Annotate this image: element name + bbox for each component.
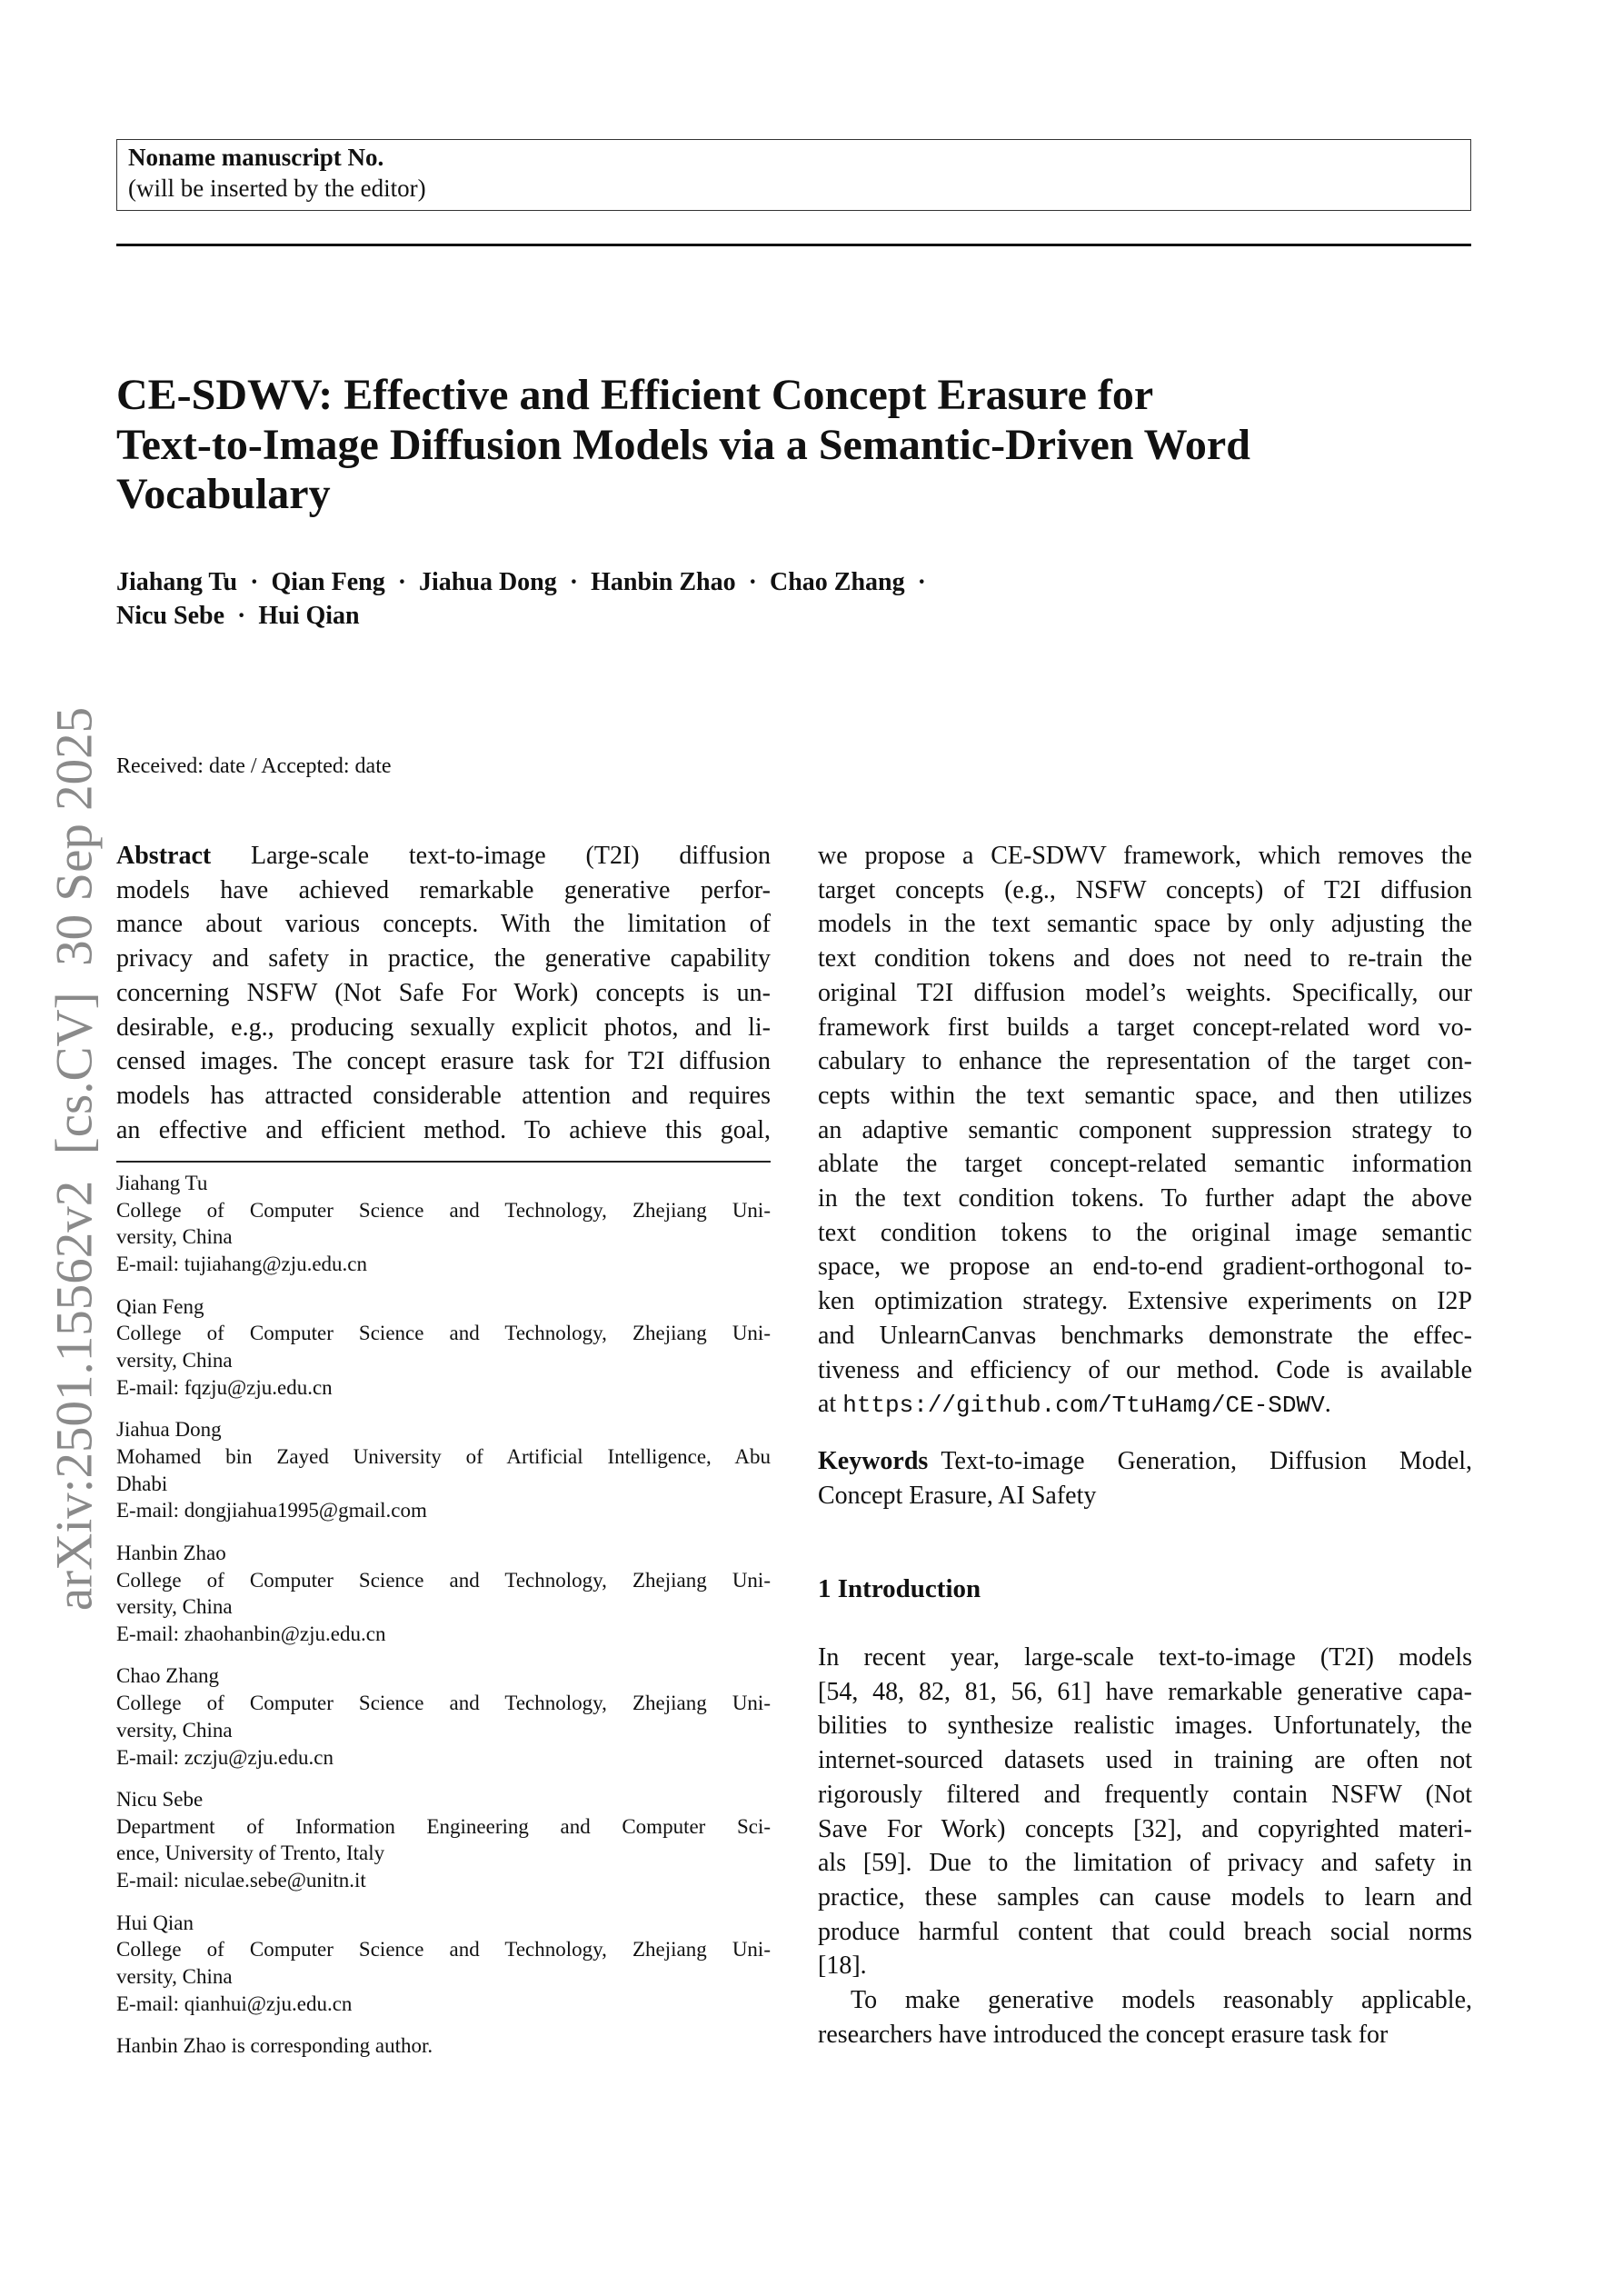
received-date: Received: date / Accepted: date: [116, 754, 392, 778]
abstract-line: cepts within the text semantic space, and then utilizes: [818, 1081, 1472, 1110]
affiliation-email: E-mail: niculae.sebe@unitn.it: [116, 1869, 366, 1892]
author-separator: ·: [397, 568, 407, 596]
abstract-text: at: [818, 1390, 837, 1419]
abstract-line: mance about various concepts. With the limitation of: [116, 910, 771, 939]
abstract-line: privacy and safety in practice, the generative capability: [116, 944, 771, 973]
intro-line: [54, 48, 82, 81, 56, 61] have remarkable generative capa-: [818, 1677, 1472, 1706]
abstract-line: framework first builds a target concept-related word vo-: [818, 1013, 1472, 1042]
paper-title: [116, 371, 1479, 520]
author-name: Hui Qian: [258, 602, 360, 630]
keywords-line: Concept Erasure, AI Safety: [818, 1481, 1097, 1510]
abstract-line: text condition tokens to the original image semantic: [818, 1218, 1472, 1247]
author-list: [116, 565, 939, 633]
affiliation-email: E-mail: zhaohanbin@zju.edu.cn: [116, 1622, 386, 1645]
intro-line: als [59]. Due to the limitation of privacy and safety in: [818, 1849, 1472, 1878]
keywords-line: [818, 1444, 1472, 1479]
author-name: Qian Feng: [271, 568, 385, 596]
affiliation-line: Mohamed bin Zayed University of Artificial Intelligence, Abu: [116, 1444, 771, 1468]
section-heading-introduction: 1 Introduction: [818, 1574, 981, 1603]
keywords-text: Text-to-image Generation, Diffusion Model,: [941, 1447, 1472, 1475]
author-name: Hanbin Zhao: [591, 568, 736, 596]
affiliation-line: versity, China: [116, 1349, 233, 1372]
affiliation-email: E-mail: zczju@zju.edu.cn: [116, 1745, 334, 1769]
abstract-line: [818, 1387, 1472, 1423]
affiliation-name: Hanbin Zhao: [116, 1541, 226, 1564]
manuscript-label: Noname manuscript No.: [128, 144, 384, 171]
abstract-line: ablate the target concept-related semantic information: [818, 1150, 1472, 1179]
intro-line: internet-sourced datasets used in training are often not: [818, 1746, 1472, 1775]
abstract-line: cabulary to enhance the representation of the target con-: [818, 1047, 1472, 1076]
affiliation-line: Dhabi: [116, 1472, 168, 1495]
author-separator: ·: [569, 568, 579, 596]
affiliation-line: versity, China: [116, 1718, 233, 1742]
affiliation-name: Chao Zhang: [116, 1664, 220, 1688]
title-line: CE-SDWV: Effective and Efficient Concept Erasure for: [116, 371, 1154, 419]
affiliation-line: College of Computer Science and Technology, Zhejiang Uni-: [116, 1198, 771, 1222]
affiliation-name: Hui Qian: [116, 1911, 194, 1934]
abstract-line: models in the text semantic space by only adjusting the: [818, 910, 1472, 939]
author-name: Chao Zhang: [769, 568, 905, 596]
affiliation-email: E-mail: dongjiahua1995@gmail.com: [116, 1499, 427, 1522]
affiliation-line: Department of Information Engineering and Computer Sci-: [116, 1814, 771, 1838]
abstract-line: text condition tokens and does not need to re-train the: [818, 944, 1472, 973]
affiliation-line: College of Computer Science and Technology, Zhejiang Uni-: [116, 1692, 771, 1715]
affiliation-name: Jiahang Tu: [116, 1172, 208, 1194]
abstract-line: tiveness and efficiency of our method. Code is available: [818, 1355, 1472, 1384]
affiliation-name: Jiahua Dong: [116, 1418, 222, 1442]
abstract-line: in the text condition tokens. To further adapt the above: [818, 1184, 1472, 1213]
abstract-line: models has attracted considerable attention and requires: [116, 1081, 771, 1110]
abstract-line: and UnlearnCanvas benchmarks demonstrate the effec-: [818, 1321, 1472, 1350]
author-name: Nicu Sebe: [116, 602, 224, 630]
title-line: Text-to-Image Diffusion Models via a Semantic-Driven Word: [116, 420, 1250, 469]
abstract-label: Abstract: [116, 842, 212, 870]
abstract-line: concerning NSFW (Not Safe For Work) concepts is un-: [116, 978, 771, 1007]
affiliation-email: E-mail: tujiahang@zju.edu.cn: [116, 1253, 368, 1276]
abstract-line: space, we propose an end-to-end gradient-orthogonal to-: [818, 1253, 1472, 1282]
intro-line: In recent year, large-scale text-to-image (T2I) models: [818, 1643, 1472, 1672]
affiliation-line: versity, China: [116, 1965, 233, 1988]
affiliation-name: Qian Feng: [116, 1294, 204, 1318]
editor-note: (will be inserted by the editor): [128, 175, 426, 202]
author-separator: ·: [237, 602, 246, 630]
abstract-line: an adaptive semantic component suppression strategy to: [818, 1115, 1472, 1144]
header-rule: [116, 244, 1471, 246]
abstract-line: original T2I diffusion model’s weights. Specifically, our: [818, 978, 1472, 1007]
manuscript-header-box: [116, 139, 1471, 211]
affiliation-email: E-mail: qianhui@zju.edu.cn: [116, 1992, 353, 2015]
abstract-text: Large-scale text-to-image (T2I) diffusion: [251, 842, 772, 870]
abstract-line: censed images. The concept erasure task for T2I diffusion: [116, 1047, 771, 1076]
intro-line: rigorously filtered and frequently contain NSFW (Not: [818, 1780, 1472, 1809]
abstract-line: target concepts (e.g., NSFW concepts) of T2I diffusion: [818, 875, 1472, 904]
intro-line: practice, these samples can cause models to learn and: [818, 1882, 1472, 1912]
abstract-line: models have achieved remarkable generative perfor-: [116, 875, 771, 904]
author-row: [116, 599, 939, 633]
abstract-line: we propose a CE-SDWV framework, which removes the: [818, 842, 1472, 870]
affiliation-line: College of Computer Science and Technology, Zhejiang Uni-: [116, 1938, 771, 1962]
affiliation-email: E-mail: fqzju@zju.edu.cn: [116, 1375, 333, 1399]
arxiv-stamp: arXiv:2501.15562v2 [cs.CV] 30 Sep 2025: [45, 706, 104, 1612]
affiliation-line: versity, China: [116, 1595, 233, 1619]
title-line: Vocabulary: [116, 470, 331, 518]
author-separator: ·: [748, 568, 757, 596]
keywords-label: Keywords: [818, 1447, 929, 1475]
intro-line: To make generative models reasonably applicable,: [851, 1986, 1472, 2014]
abstract-line: [116, 839, 771, 873]
intro-line: researchers have introduced the concept erasure task for: [818, 2020, 1389, 2049]
footnote-rule: [116, 1161, 771, 1163]
corresponding-author-note: Hanbin Zhao is corresponding author.: [116, 2034, 433, 2058]
affiliation-line: versity, China: [116, 1225, 233, 1249]
affiliation-line: College of Computer Science and Technology, Zhejiang Uni-: [116, 1568, 771, 1592]
author-separator: ·: [917, 568, 926, 596]
abstract-line: desirable, e.g., producing sexually explicit photos, and li-: [116, 1013, 771, 1042]
code-url-link[interactable]: https://github.com/TtuHamg/CE-SDWV: [842, 1392, 1325, 1420]
author-name: Jiahang Tu: [116, 568, 238, 596]
author-row: [116, 565, 939, 599]
author-separator: ·: [250, 568, 259, 596]
affiliation-line: College of Computer Science and Technology, Zhejiang Uni-: [116, 1322, 771, 1345]
intro-line: Save For Work) concepts [32], and copyrighted materi-: [818, 1814, 1472, 1843]
abstract-text: .: [1324, 1390, 1331, 1419]
intro-line: [18].: [818, 1952, 867, 1981]
abstract-line: ken optimization strategy. Extensive experiments on I2P: [818, 1287, 1472, 1316]
author-name: Jiahua Dong: [419, 568, 557, 596]
intro-line: produce harmful content that could breach social norms: [818, 1917, 1472, 1946]
abstract-line: an effective and efficient method. To achieve this goal,: [116, 1115, 771, 1144]
intro-line: bilities to synthesize realistic images. Unfortunately, the: [818, 1712, 1472, 1741]
affiliation-line: ence, University of Trento, Italy: [116, 1842, 385, 1865]
affiliation-name: Nicu Sebe: [116, 1788, 204, 1811]
